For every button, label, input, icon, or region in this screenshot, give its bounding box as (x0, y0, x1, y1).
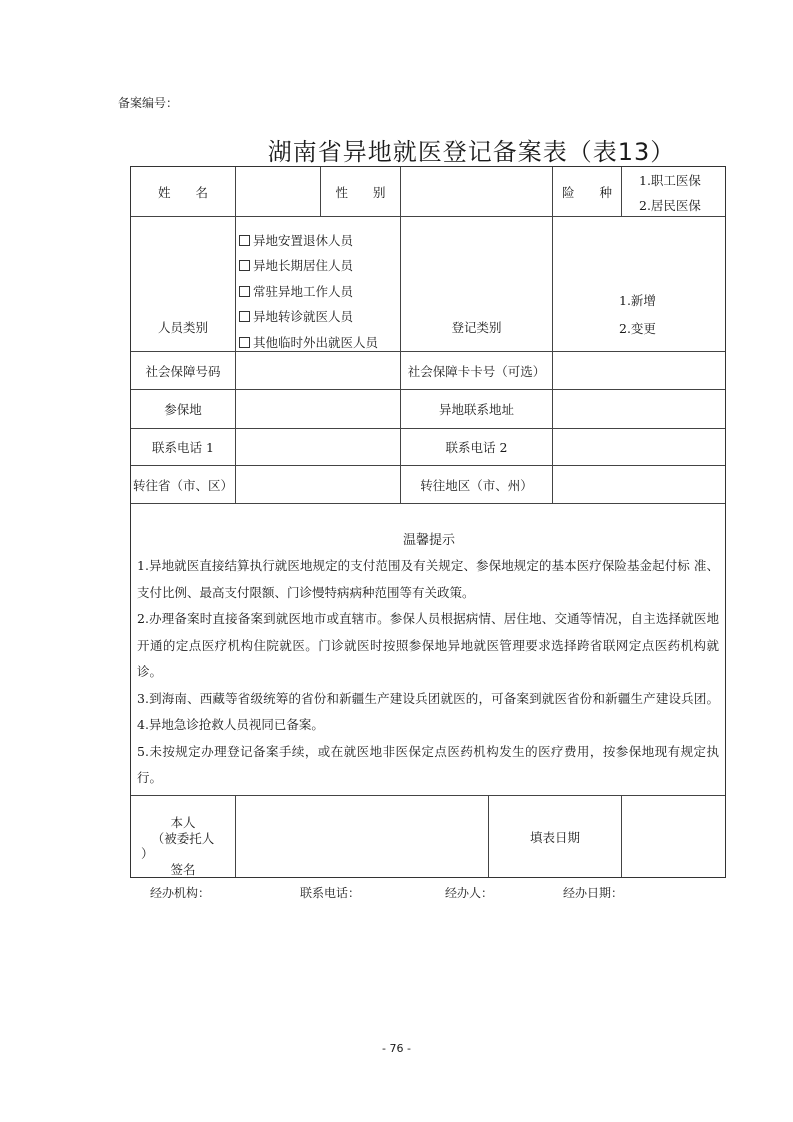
gender-label: 性 别 (335, 184, 386, 200)
phone2-label: 联系电话 2 (445, 440, 508, 455)
target-province-label: 转往省（市、区） (132, 477, 233, 493)
target-region-label: 转往地区（市、州） (420, 477, 533, 493)
operation-date-label: 经办日期： (563, 886, 624, 900)
person-option-long-term[interactable]: 异地长期居住人员 (239, 256, 353, 274)
tip-item: 5.未按规定办理登记备案手续，或在就医地非医保定点医药机构发生的医疗费用，按参保地现有规定执行。 (137, 743, 719, 785)
form-title: 湖南省异地就医登记备案表（表13） (267, 138, 676, 166)
tip-item: 1.异地就医直接结算执行就医地规定的支付范围及有关规定、参保地规定的基本医疗保险基金起付标 准、支付比例、最高支付限额、门诊慢特病病种范围等有关政策。 (137, 558, 719, 600)
insurance-type-label: 险 种 (561, 184, 612, 200)
remote-address-label: 异地联系地址 (438, 402, 514, 417)
insurance-option-employee[interactable]: 1.职工医保 (639, 173, 701, 188)
fill-date-field[interactable] (622, 796, 725, 877)
checkbox-icon (239, 337, 250, 348)
phone1-label: 联系电话 1 (152, 440, 214, 455)
operator-label: 经办人： (445, 886, 494, 900)
phone1-field[interactable] (236, 429, 400, 465)
record-number-label: 备案编号： (118, 96, 179, 110)
name-field[interactable] (236, 167, 320, 216)
insured-place-field[interactable] (236, 390, 400, 428)
signature-field[interactable] (236, 796, 488, 877)
insured-place-label: 参保地 (164, 402, 202, 417)
signature-label: 本人 （被委托人 ） 签名 (141, 815, 215, 877)
checkbox-icon (239, 286, 250, 297)
tips-list (137, 553, 719, 792)
fill-date-label: 填表日期 (529, 829, 580, 845)
person-category-label: 人员类别 (157, 319, 208, 335)
person-option-referral[interactable]: 异地转诊就医人员 (239, 307, 353, 325)
phone2-field[interactable] (553, 429, 725, 465)
registration-form (130, 166, 726, 878)
card-number-label: 社会保障卡卡号（可选） (407, 363, 546, 379)
checkbox-icon (239, 235, 250, 246)
target-province-field[interactable] (236, 466, 400, 503)
tip-item: 2.办理备案时直接备案到就医地市或直辖市。参保人员根据病情、居住地、交通等情况，自主选择就医地开通的定点医疗机构住院就医。门诊就医时按照参保地异地就医管理要求选择跨省联网定点医药机构就诊。 (137, 611, 719, 679)
register-option-change[interactable]: 2.变更 (619, 321, 656, 336)
checkbox-icon (239, 260, 250, 271)
insurance-option-resident[interactable]: 2.居民医保 (639, 198, 701, 213)
ssn-field[interactable] (236, 352, 400, 389)
person-option-retired[interactable]: 异地安置退休人员 (239, 231, 353, 249)
register-type-label: 登记类别 (451, 319, 502, 335)
tip-item: 3.到海南、西藏等省级统筹的省份和新疆生产建设兵团就医的，可备案到就医省份和新疆生产建设兵团。4.异地急诊抢救人员视同已备案。 (137, 690, 719, 732)
card-number-field[interactable] (553, 352, 725, 389)
page-number: - 76 - (382, 1042, 411, 1055)
gender-field[interactable] (401, 167, 552, 216)
person-option-temporary[interactable]: 其他临时外出就医人员 (239, 333, 378, 351)
ssn-label: 社会保障号码 (145, 363, 221, 379)
name-label: 姓 名 (157, 184, 208, 200)
tips-title: 温馨提示 (402, 533, 455, 548)
person-option-working[interactable]: 常驻异地工作人员 (239, 282, 353, 300)
checkbox-icon (239, 311, 250, 322)
target-region-field[interactable] (553, 466, 725, 503)
agency-phone-label: 联系电话： (300, 886, 361, 900)
agency-label: 经办机构： (150, 886, 211, 900)
register-option-new[interactable]: 1.新增 (619, 293, 656, 308)
remote-address-field[interactable] (553, 390, 725, 428)
